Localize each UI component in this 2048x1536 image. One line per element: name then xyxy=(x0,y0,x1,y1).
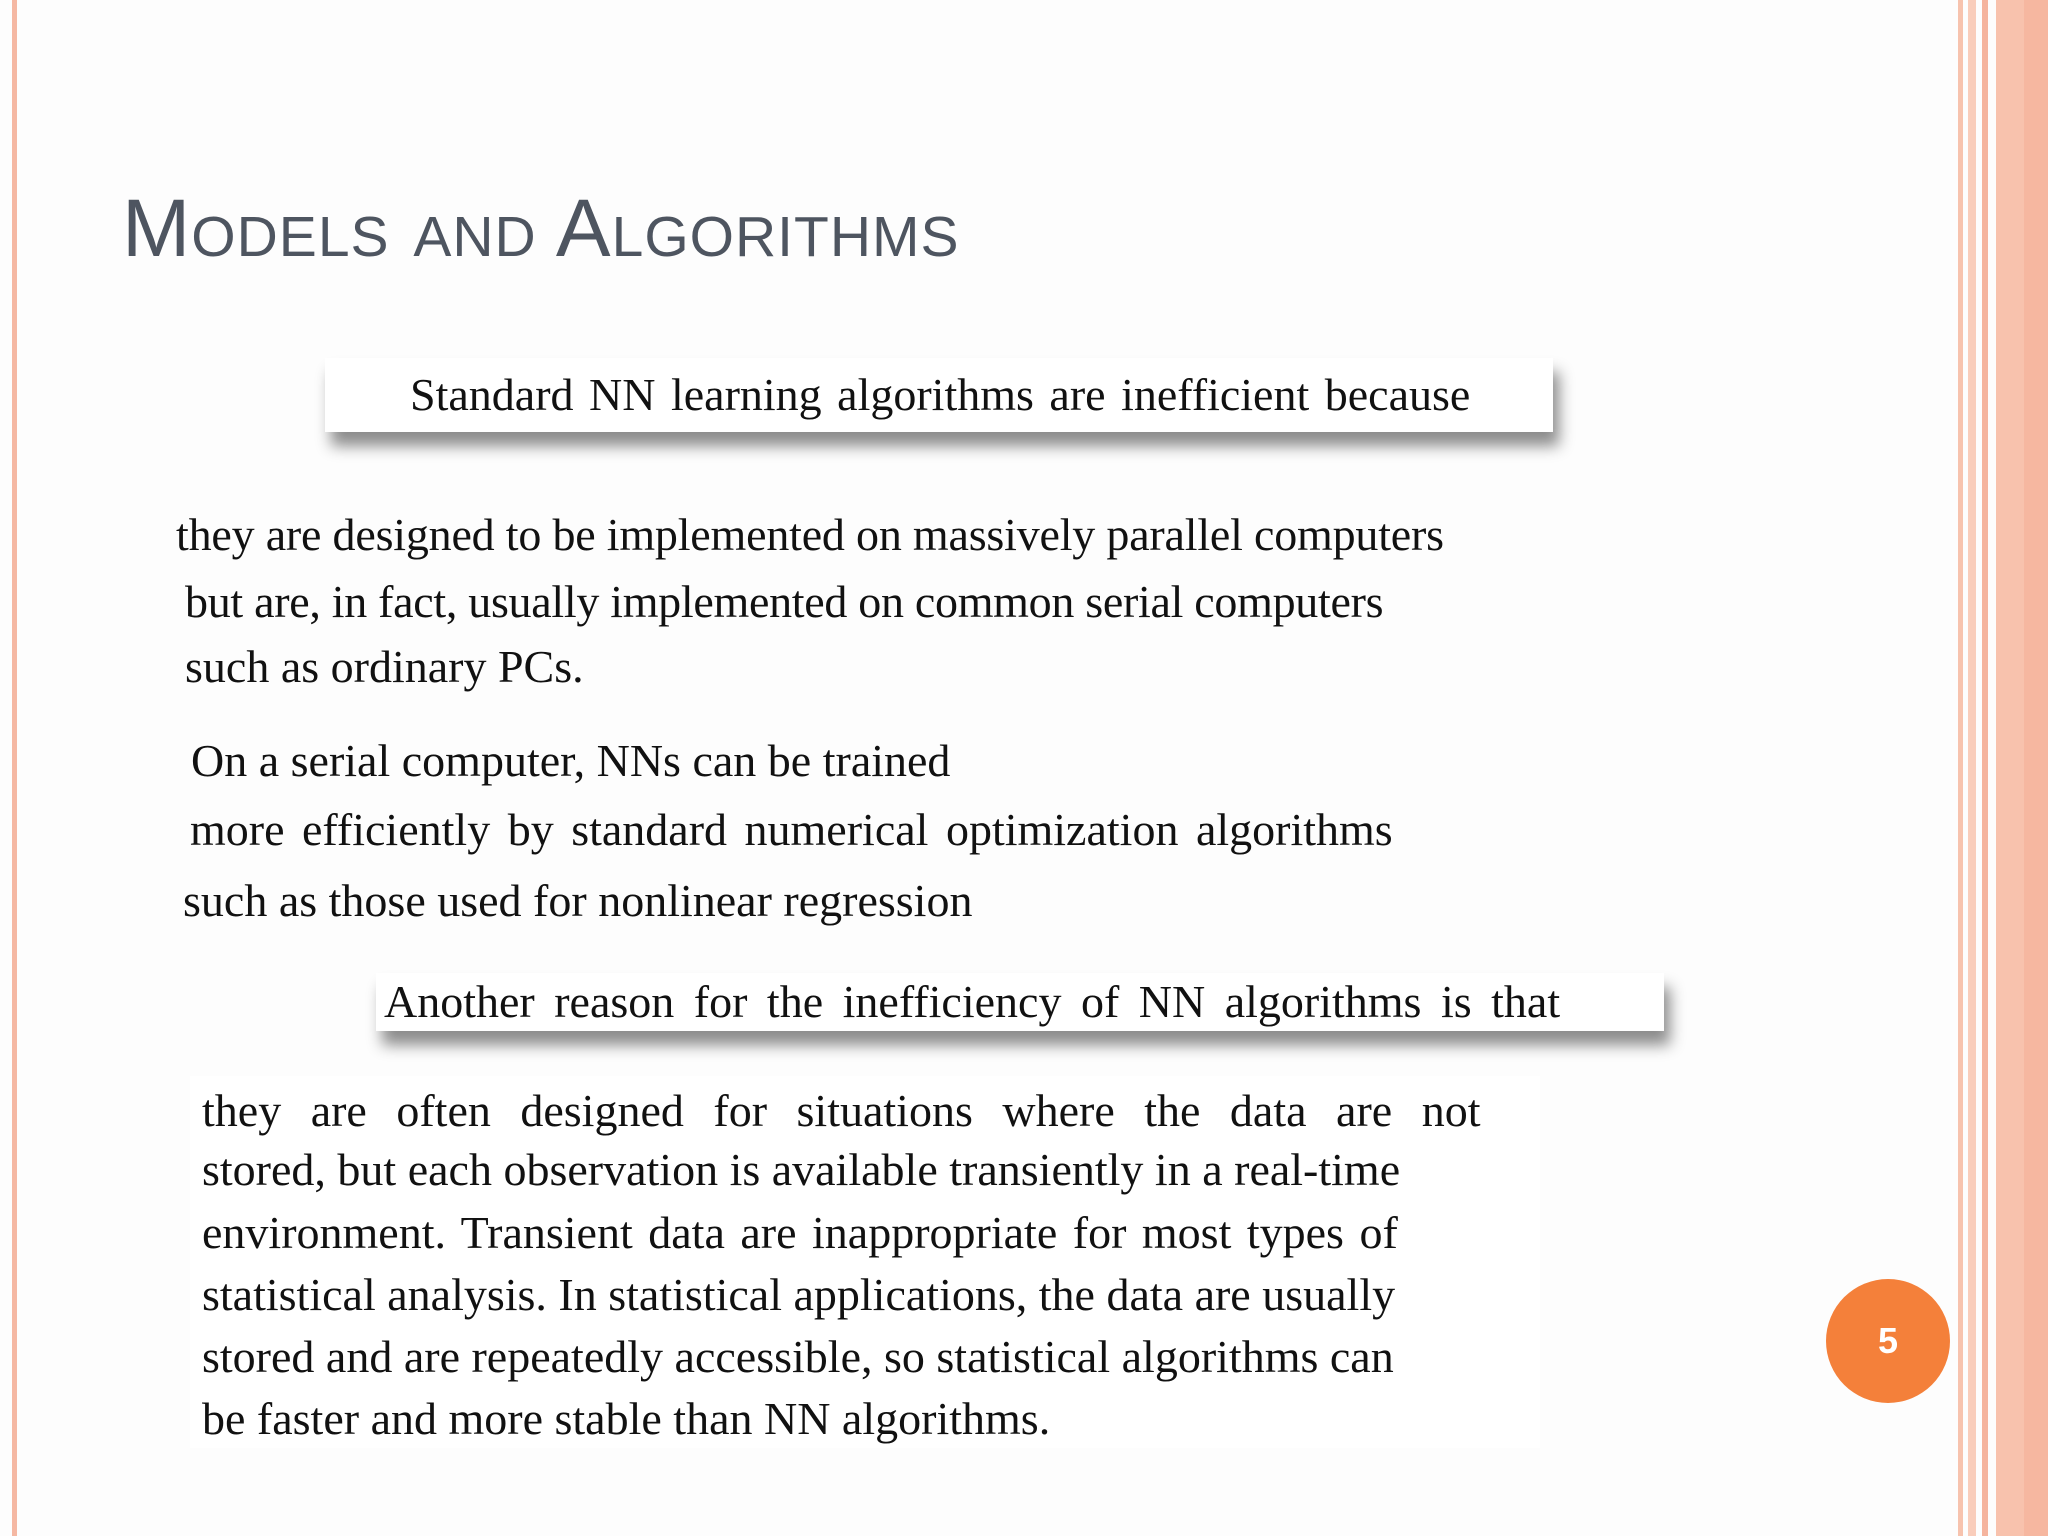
paragraph-2-line-2: more efficiently by standard numerical optimization algorithms xyxy=(190,804,1393,855)
paragraph-1-line-3: such as ordinary PCs. xyxy=(185,641,584,692)
paragraph-1-line-1: they are designed to be implemented on massively parallel computers xyxy=(176,509,1444,560)
paragraph-3-line-3: environment. Transient data are inappropriate for most types of xyxy=(202,1207,1398,1258)
right-border-stripe xyxy=(1958,0,1963,1536)
right-border-stripe xyxy=(1968,0,1976,1536)
left-border-line xyxy=(12,0,17,1536)
paragraph-1-line-2: but are, in fact, usually implemented on common serial computers xyxy=(185,576,1384,627)
slide-title: Models and Algorithms xyxy=(122,183,960,274)
callout-box-1 xyxy=(325,358,1553,432)
paragraph-2-line-1: On a serial computer, NNs can be trained xyxy=(191,735,951,786)
callout-box-2 xyxy=(376,973,1664,1031)
right-border-stripe xyxy=(1982,0,1988,1536)
right-border-stripe xyxy=(2024,0,2048,1536)
callout-2-text: Another reason for the inefficiency of NN algorithms is that xyxy=(384,976,1561,1027)
page-number-badge xyxy=(1826,1279,1950,1403)
paragraph-2-line-3: such as those used for nonlinear regression xyxy=(183,875,973,926)
callout-1-text: Standard NN learning algorithms are inefficient because xyxy=(410,369,1471,420)
paragraph-3-line-2: stored, but each observation is available transiently in a real-time xyxy=(202,1144,1401,1195)
page-number: 5 xyxy=(1877,1320,1899,1361)
paragraph-3-line-1: they are often designed for situations where the data are not xyxy=(202,1085,1481,1136)
paragraph-3-line-4: statistical analysis. In statistical applications, the data are usually xyxy=(202,1269,1396,1320)
paragraph-3-line-6: be faster and more stable than NN algorithms. xyxy=(202,1393,1051,1444)
paragraph-3-line-5: stored and are repeatedly accessible, so statistical algorithms can xyxy=(202,1331,1394,1382)
